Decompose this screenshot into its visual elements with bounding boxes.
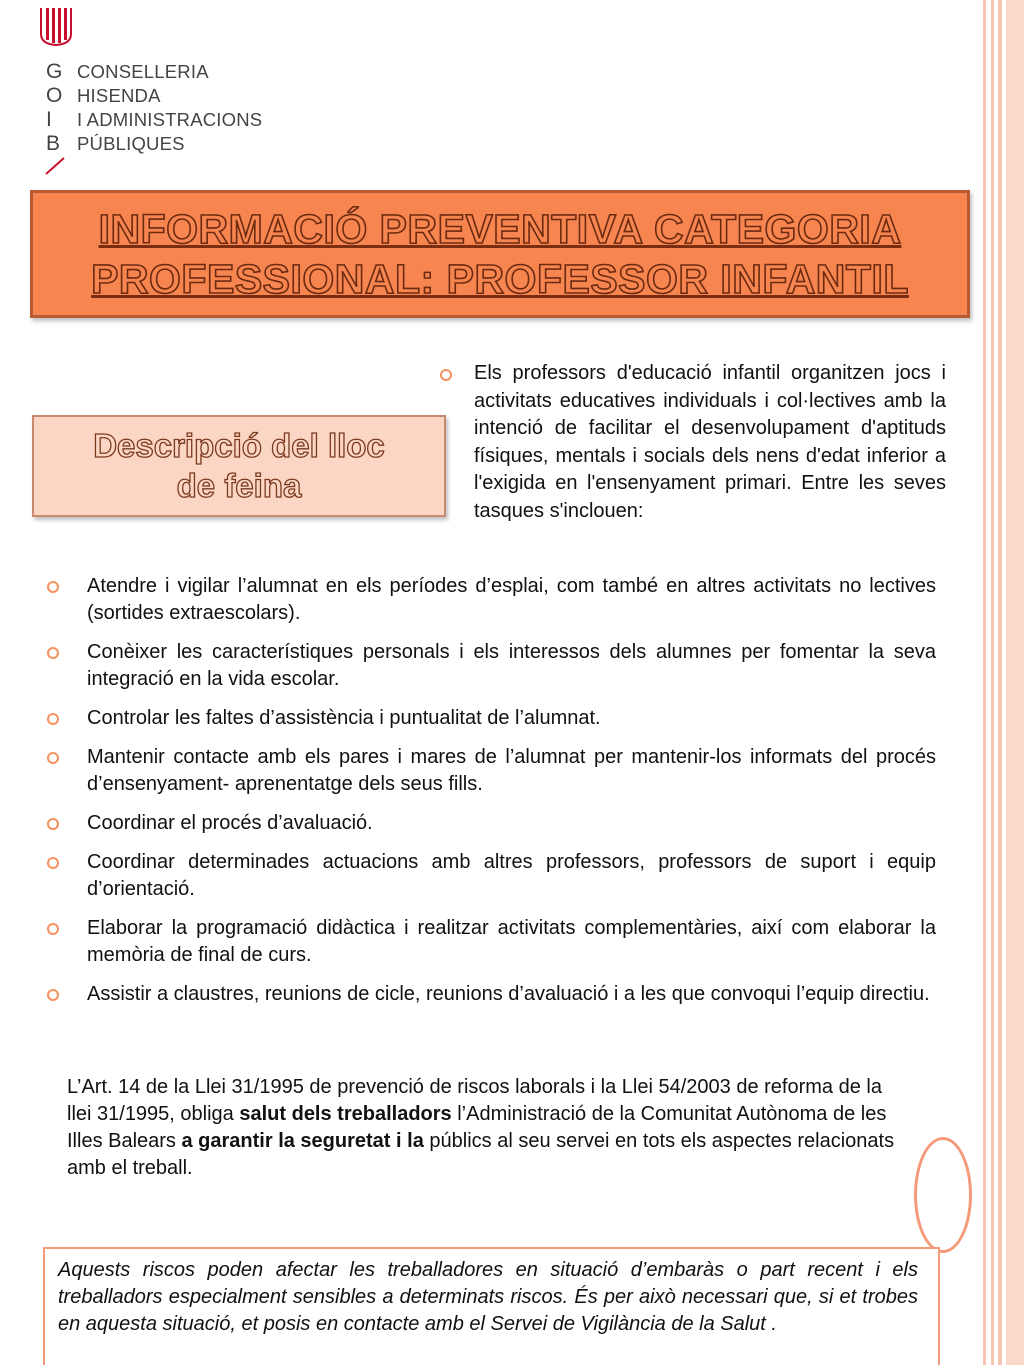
stripe	[1006, 0, 1024, 1365]
logo-department-name	[77, 60, 262, 156]
list-item: Atendre i vigilar l’alumnat en els períodes d’esplai, com també en altres activitats no lectives (sortides extraescolars).	[87, 575, 936, 624]
goib-coat-of-arms-icon	[40, 6, 72, 46]
bullet-ring-icon	[47, 989, 59, 1001]
list-item: Coordinar el procés d’avaluació.	[87, 812, 373, 834]
stripe	[983, 0, 986, 1365]
section-heading-job-description	[32, 415, 446, 517]
logo-line: CONSELLERIA	[77, 61, 209, 82]
logo-letter: I	[46, 108, 52, 131]
logo-line: PÚBLIQUES	[77, 133, 185, 154]
law-paragraph	[67, 1074, 907, 1182]
law-text: L’Art. 14 de la Llei 31/1995 de prevenció de riscos laborals i la Llei 54/2003 de reforma de la llei 31/1995, obliga	[67, 1076, 882, 1125]
page-title	[30, 190, 970, 318]
bullet-ring-icon	[47, 857, 59, 869]
section-heading-line-2: de feina	[176, 467, 302, 504]
bullet-ring-icon	[47, 923, 59, 935]
law-text: públics al seu servei en tots els aspectes relacionats amb el treball.	[67, 1130, 895, 1179]
decorative-circle	[914, 1137, 972, 1253]
bullet-ring-icon	[47, 713, 59, 725]
bullet-ring-icon	[440, 369, 452, 381]
law-bold-text: a garantir la seguretat i la	[181, 1130, 424, 1152]
logo-letter: G	[46, 60, 63, 83]
list-item: Elaborar la programació didàctica i realitzar activitats complementàries, així com elaborar la memòria de final de curs.	[87, 917, 936, 966]
intro-paragraph: Els professors d'educació infantil organitzen jocs i activitats educatives individuals i col·lectives amb la intenció de facilitar el desenvolupament d'aptituds físiques, mentals i socials dels nens d'edat inferior a l'exigida en l'ensenyament primari. Entre les seves tasques s'inclouen:	[474, 362, 946, 522]
bullet-ring-icon	[47, 752, 59, 764]
logo-slash-icon	[44, 156, 66, 176]
law-bold-text: salut dels treballadors	[239, 1103, 452, 1125]
logo-line: HISENDA	[77, 85, 161, 106]
title-line-2: PROFESSIONAL: PROFESSOR INFANTIL	[91, 256, 909, 302]
logo-letter: B	[46, 132, 61, 155]
title-line-1: INFORMACIÓ PREVENTIVA CATEGORIA	[98, 206, 902, 252]
section-heading-line-1: Descripció del lloc	[93, 427, 385, 464]
logo-acronym	[46, 60, 62, 156]
list-item: Controlar les faltes d’assistència i puntualitat de l’alumnat.	[87, 707, 601, 729]
decorative-stripes	[980, 0, 1024, 1365]
logo-letter: O	[46, 84, 63, 107]
list-item: Mantenir contacte amb els pares i mares de l’alumnat per mantenir-los informats del procés d’ensenyament- aprenentatge dels seus fills.	[87, 746, 936, 795]
law-text: l’Administració de la Comunitat Autònoma de les Illes Balears	[67, 1103, 887, 1152]
bullet-ring-icon	[47, 647, 59, 659]
list-item: Conèixer les característiques personals i els interessos dels alumnes per fomentar la seva integració en la vida escolar.	[87, 641, 936, 690]
list-item: Coordinar determinades actuacions amb altres professors, professors de suport i equip d’orientació.	[87, 851, 936, 900]
logo-line: I ADMINISTRACIONS	[77, 109, 263, 130]
stripe	[991, 0, 994, 1365]
list-item: Assistir a claustres, reunions de cicle, reunions d’avaluació i a les que convoqui l’equip directiu.	[87, 983, 930, 1005]
warning-text: Aquests riscos poden afectar les treballadores en situació d’embaràs o part recent i els treballadors especialment sensibles a determinats riscos. És per això necessari que, si et trobes en aquesta situació, et posis en contacte amb el Servei de Vigilància de la Salut .	[58, 1259, 918, 1335]
bullet-ring-icon	[47, 818, 59, 830]
bullet-ring-icon	[47, 581, 59, 593]
stripe	[998, 0, 1002, 1365]
